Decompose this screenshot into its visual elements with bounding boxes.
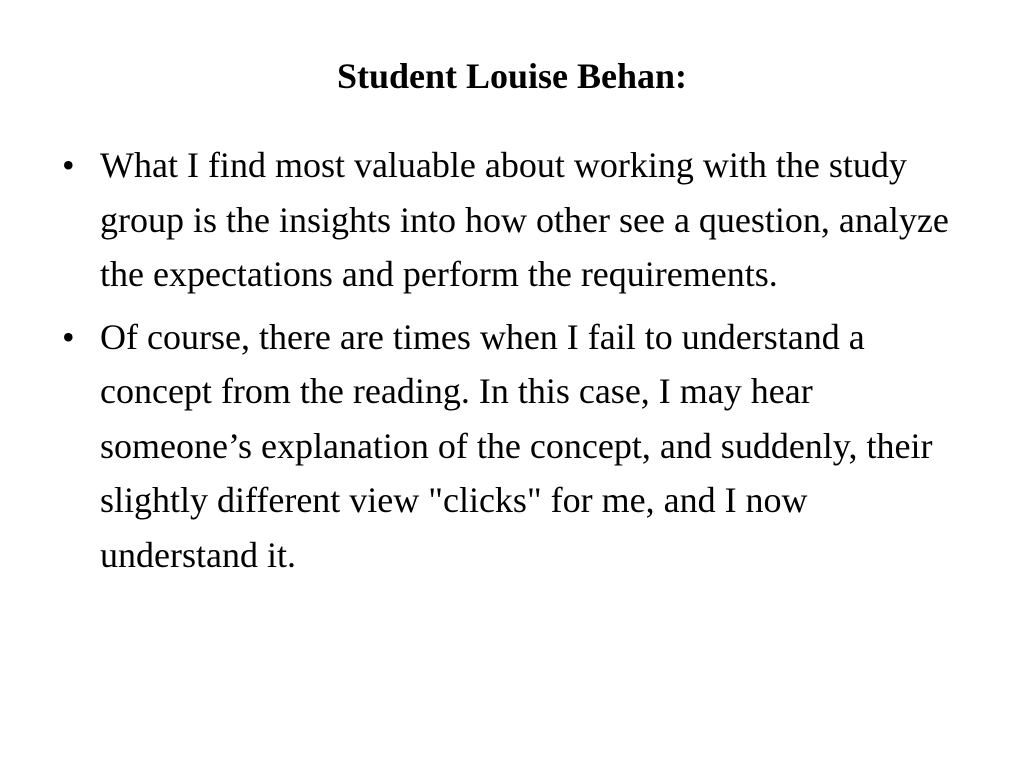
- bullet-item: [60, 310, 960, 583]
- bullet-text: Of course, there are times when I fail to understand a concept from the reading. In this case, I may hear someone’s explanation of the concept, and suddenly, their slightly different view "clicks" for me, and I now understand it.: [100, 316, 933, 575]
- bullet-list: [60, 138, 960, 590]
- bullet-text: What I find most valuable about working with the study group is the insights into how other see a question, analyze the expectations and perform the requirements.: [100, 145, 949, 294]
- slide-title: Student Louise Behan:: [336, 56, 688, 96]
- bullet-item: [60, 138, 960, 302]
- bullet-icon: •: [62, 316, 75, 357]
- bullet-icon: •: [62, 145, 75, 185]
